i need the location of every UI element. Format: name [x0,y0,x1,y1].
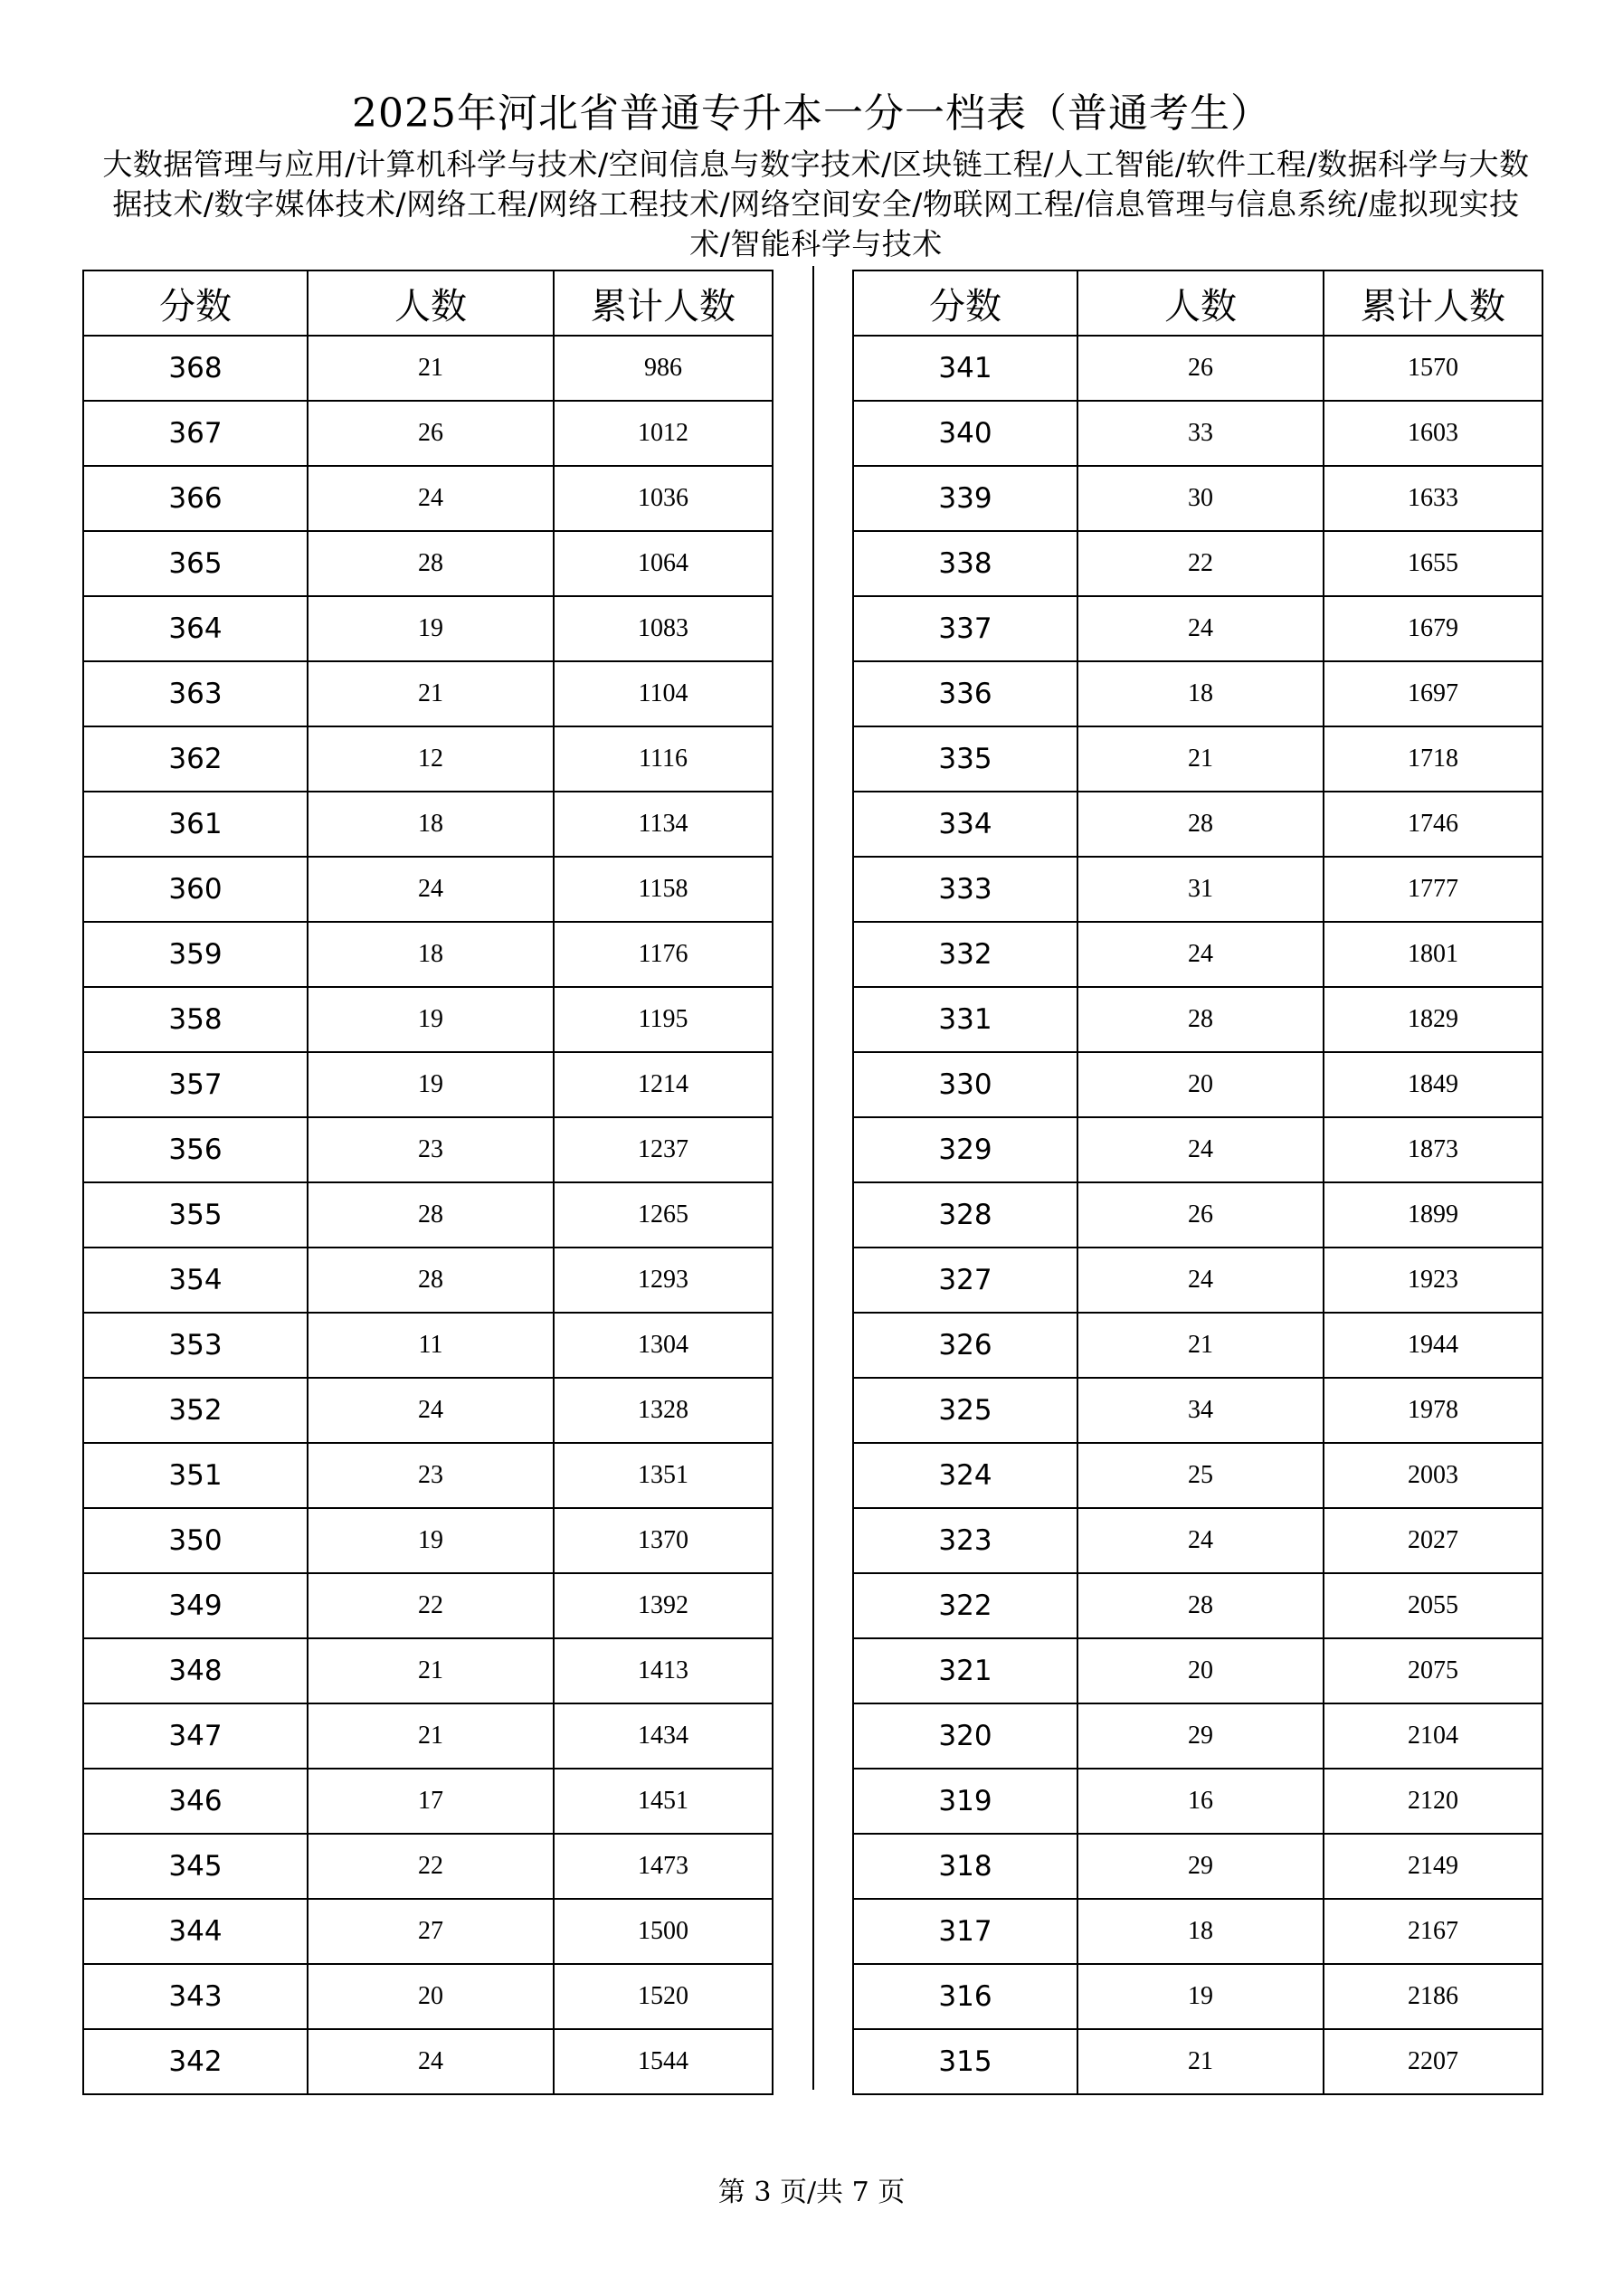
count-cell: 19 [308,596,554,661]
cumulative-cell: 1544 [554,2029,773,2094]
score-cell: 332 [853,922,1077,987]
score-cell: 365 [83,531,308,596]
cumulative-cell: 1923 [1324,1248,1542,1313]
count-cell: 18 [308,792,554,857]
count-cell: 24 [1077,1117,1324,1182]
table-row [83,1899,773,1964]
score-cell: 344 [83,1899,308,1964]
cumulative-cell: 1413 [554,1638,773,1703]
count-cell: 18 [308,922,554,987]
count-cell: 19 [1077,1964,1324,2029]
count-cell: 20 [308,1964,554,2029]
score-cell: 362 [83,726,308,792]
cumulative-cell: 2104 [1324,1703,1542,1769]
cumulative-cell: 1801 [1324,922,1542,987]
count-cell: 23 [308,1117,554,1182]
cumulative-cell: 1873 [1324,1117,1542,1182]
cumulative-cell: 2186 [1324,1964,1542,2029]
cumulative-cell: 1214 [554,1052,773,1117]
cumulative-cell: 2167 [1324,1899,1542,1964]
score-cell: 346 [83,1769,308,1834]
table-row [83,1248,773,1313]
cumulative-cell: 1829 [1324,987,1542,1052]
score-cell: 342 [83,2029,308,2094]
count-cell: 28 [1077,1573,1324,1638]
table-row [853,857,1542,922]
cumulative-cell: 1104 [554,661,773,726]
count-cell: 19 [308,987,554,1052]
count-cell: 21 [308,661,554,726]
page-title: 2025年河北省普通专升本一分一档表（普通考生） [352,90,1271,137]
score-cell: 323 [853,1508,1077,1573]
cumulative-cell: 1679 [1324,596,1542,661]
table-row [83,336,773,401]
count-cell: 33 [1077,401,1324,466]
count-cell: 22 [308,1834,554,1899]
count-cell: 22 [1077,531,1324,596]
count-cell: 28 [308,1182,554,1248]
table-row [853,1182,1542,1248]
count-cell: 21 [1077,1313,1324,1378]
score-cell: 359 [83,922,308,987]
table-row [83,466,773,531]
score-cell: 316 [853,1964,1077,2029]
header-score: 分数 [83,270,308,336]
cumulative-cell: 1195 [554,987,773,1052]
score-cell: 360 [83,857,308,922]
cumulative-cell: 1451 [554,1769,773,1834]
count-cell: 21 [308,336,554,401]
table-row [853,1899,1542,1964]
score-cell: 322 [853,1573,1077,1638]
table-row [83,596,773,661]
score-cell: 347 [83,1703,308,1769]
header-count: 人数 [308,270,554,336]
table-row [853,1508,1542,1573]
score-table-right [852,270,1543,2095]
cumulative-cell: 1116 [554,726,773,792]
count-cell: 26 [308,401,554,466]
count-cell: 20 [1077,1052,1324,1117]
score-cell: 325 [853,1378,1077,1443]
count-cell: 31 [1077,857,1324,922]
score-cell: 363 [83,661,308,726]
table-row [83,531,773,596]
header-score: 分数 [853,270,1077,336]
cumulative-cell: 2149 [1324,1834,1542,1899]
table-row [853,401,1542,466]
score-cell: 367 [83,401,308,466]
score-cell: 355 [83,1182,308,1248]
cumulative-cell: 1351 [554,1443,773,1508]
count-cell: 24 [308,466,554,531]
cumulative-cell: 1158 [554,857,773,922]
cumulative-cell: 1392 [554,1573,773,1638]
cumulative-cell: 1328 [554,1378,773,1443]
table-row [853,1443,1542,1508]
score-cell: 339 [853,466,1077,531]
table-row [83,1508,773,1573]
count-cell: 21 [308,1638,554,1703]
cumulative-cell: 1304 [554,1313,773,1378]
count-cell: 11 [308,1313,554,1378]
count-cell: 24 [1077,1248,1324,1313]
table-header-row [83,270,773,336]
count-cell: 24 [308,1378,554,1443]
table-row [83,1313,773,1378]
table-row [83,1182,773,1248]
cumulative-cell: 1633 [1324,466,1542,531]
cumulative-cell: 1777 [1324,857,1542,922]
count-cell: 28 [1077,987,1324,1052]
count-cell: 22 [308,1573,554,1638]
score-cell: 326 [853,1313,1077,1378]
major-list-subtitle: 大数据管理与应用/计算机科学与技术/空间信息与数字技术/区块链工程/人工智能/软件工程/数据科学与大数据技术/数字媒体技术/网络工程/网络工程技术/网络空间安全/物联网工程/信息管理与信息系统/虚拟现实技术/智能科学与技术 [102,147,1530,261]
count-cell: 28 [308,531,554,596]
score-cell: 345 [83,1834,308,1899]
score-cell: 324 [853,1443,1077,1508]
cumulative-cell: 1718 [1324,726,1542,792]
cumulative-cell: 1012 [554,401,773,466]
cumulative-cell: 1036 [554,466,773,531]
score-cell: 330 [853,1052,1077,1117]
count-cell: 28 [1077,792,1324,857]
table-row [83,1769,773,1834]
table-row [83,1573,773,1638]
score-cell: 343 [83,1964,308,2029]
count-cell: 20 [1077,1638,1324,1703]
cumulative-cell: 2003 [1324,1443,1542,1508]
table-row [83,1443,773,1508]
table-row [853,1248,1542,1313]
count-cell: 12 [308,726,554,792]
table-row [853,987,1542,1052]
table-row [853,726,1542,792]
count-cell: 26 [1077,1182,1324,1248]
count-cell: 18 [1077,1899,1324,1964]
count-cell: 29 [1077,1834,1324,1899]
cumulative-cell: 1237 [554,1117,773,1182]
cumulative-cell: 1473 [554,1834,773,1899]
count-cell: 21 [308,1703,554,1769]
table-row [853,531,1542,596]
table-row [83,1703,773,1769]
count-cell: 23 [308,1443,554,1508]
table-row [83,2029,773,2094]
score-cell: 320 [853,1703,1077,1769]
table-row [853,661,1542,726]
count-cell: 24 [1077,1508,1324,1573]
table-row [853,1313,1542,1378]
score-cell: 353 [83,1313,308,1378]
count-cell: 30 [1077,466,1324,531]
score-cell: 334 [853,792,1077,857]
score-cell: 356 [83,1117,308,1182]
table-row [83,1638,773,1703]
score-cell: 352 [83,1378,308,1443]
table-row [83,726,773,792]
cumulative-cell: 1944 [1324,1313,1542,1378]
cumulative-cell: 2120 [1324,1769,1542,1834]
score-cell: 318 [853,1834,1077,1899]
table-row [83,401,773,466]
column-divider [812,266,814,2090]
cumulative-cell: 1899 [1324,1182,1542,1248]
score-cell: 327 [853,1248,1077,1313]
score-cell: 333 [853,857,1077,922]
table-row [853,2029,1542,2094]
table-row [853,1834,1542,1899]
score-cell: 358 [83,987,308,1052]
table-row [853,336,1542,401]
cumulative-cell: 1370 [554,1508,773,1573]
table-row [83,1834,773,1899]
table-row [853,1052,1542,1117]
count-cell: 27 [308,1899,554,1964]
cumulative-cell: 1520 [554,1964,773,2029]
table-row [83,922,773,987]
score-cell: 336 [853,661,1077,726]
table-row [853,1378,1542,1443]
count-cell: 16 [1077,1769,1324,1834]
table-row [853,1964,1542,2029]
count-cell: 29 [1077,1703,1324,1769]
score-cell: 328 [853,1182,1077,1248]
cumulative-cell: 1849 [1324,1052,1542,1117]
cumulative-cell: 1603 [1324,401,1542,466]
count-cell: 21 [1077,726,1324,792]
score-cell: 350 [83,1508,308,1573]
table-row [83,1052,773,1117]
table-row [853,466,1542,531]
cumulative-cell: 1978 [1324,1378,1542,1443]
score-cell: 366 [83,466,308,531]
score-cell: 348 [83,1638,308,1703]
cumulative-cell: 1434 [554,1703,773,1769]
cumulative-cell: 2055 [1324,1573,1542,1638]
score-cell: 319 [853,1769,1077,1834]
cumulative-cell: 1265 [554,1182,773,1248]
score-cell: 349 [83,1573,308,1638]
cumulative-cell: 986 [554,336,773,401]
count-cell: 24 [308,857,554,922]
cumulative-cell: 1746 [1324,792,1542,857]
table-row [853,792,1542,857]
cumulative-cell: 1697 [1324,661,1542,726]
score-cell: 321 [853,1638,1077,1703]
score-cell: 337 [853,596,1077,661]
count-cell: 17 [308,1769,554,1834]
score-cell: 361 [83,792,308,857]
score-cell: 329 [853,1117,1077,1182]
table-row [853,1573,1542,1638]
count-cell: 25 [1077,1443,1324,1508]
score-cell: 357 [83,1052,308,1117]
header-cumulative: 累计人数 [554,270,773,336]
table-row [83,661,773,726]
score-cell: 341 [853,336,1077,401]
score-cell: 335 [853,726,1077,792]
table-row [83,1378,773,1443]
table-row [83,792,773,857]
count-cell: 28 [308,1248,554,1313]
header-cumulative: 累计人数 [1324,270,1542,336]
count-cell: 19 [308,1508,554,1573]
cumulative-cell: 1083 [554,596,773,661]
table-row [83,857,773,922]
cumulative-cell: 1570 [1324,336,1542,401]
table-row [853,596,1542,661]
score-cell: 364 [83,596,308,661]
count-cell: 24 [308,2029,554,2094]
cumulative-cell: 1134 [554,792,773,857]
cumulative-cell: 1064 [554,531,773,596]
count-cell: 34 [1077,1378,1324,1443]
table-row [853,1703,1542,1769]
table-row [853,1769,1542,1834]
cumulative-cell: 2075 [1324,1638,1542,1703]
score-table-left [82,270,774,2095]
score-cell: 317 [853,1899,1077,1964]
table-row [83,1117,773,1182]
score-cell: 340 [853,401,1077,466]
count-cell: 24 [1077,922,1324,987]
page-number: 第 3 页/共 7 页 [717,2177,906,2208]
count-cell: 19 [308,1052,554,1117]
table-header-row [853,270,1542,336]
cumulative-cell: 1176 [554,922,773,987]
cumulative-cell: 2207 [1324,2029,1542,2094]
table-row [853,1638,1542,1703]
score-cell: 315 [853,2029,1077,2094]
cumulative-cell: 1293 [554,1248,773,1313]
count-cell: 18 [1077,661,1324,726]
table-row [853,922,1542,987]
cumulative-cell: 1500 [554,1899,773,1964]
header-count: 人数 [1077,270,1324,336]
table-row [83,987,773,1052]
score-cell: 368 [83,336,308,401]
table-row [83,1964,773,2029]
table-row [853,1117,1542,1182]
score-cell: 338 [853,531,1077,596]
cumulative-cell: 1655 [1324,531,1542,596]
score-cell: 351 [83,1443,308,1508]
count-cell: 21 [1077,2029,1324,2094]
count-cell: 26 [1077,336,1324,401]
cumulative-cell: 2027 [1324,1508,1542,1573]
score-cell: 354 [83,1248,308,1313]
count-cell: 24 [1077,596,1324,661]
score-cell: 331 [853,987,1077,1052]
